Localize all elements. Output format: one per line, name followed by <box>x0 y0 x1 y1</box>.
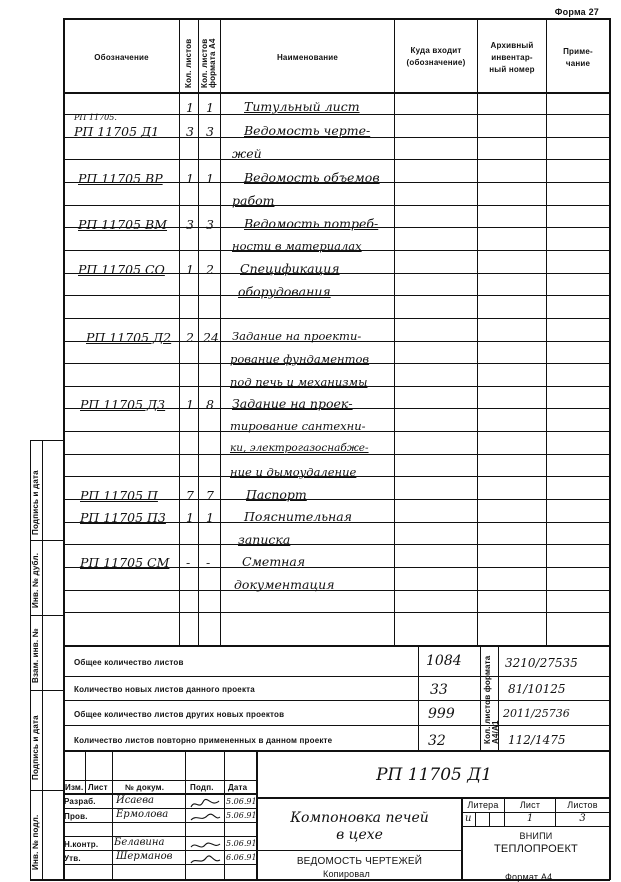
name-cell: оборудования <box>238 284 331 299</box>
header-archive-no: Архивный инвентар- ный номер <box>489 41 535 74</box>
tb-sheets: 3 <box>579 813 586 824</box>
sheets-cell: 3 <box>186 124 194 139</box>
tb-date: 5.06.91 <box>226 797 257 806</box>
name-cell: записка <box>238 532 291 547</box>
designation-cell: РП 11705 Д3 <box>80 397 166 412</box>
margin-div <box>30 690 64 691</box>
a4a1-label: Кол. листов формата А4/А1 <box>483 655 500 744</box>
a4a1-value: 2011/25736 <box>503 707 570 720</box>
total-count: 32 <box>428 733 446 749</box>
header-sheets-count: Кол. листов <box>184 38 193 88</box>
sheets-cell: 1 <box>186 397 194 412</box>
tb-date: 5.06.91 <box>226 839 257 848</box>
margin-left <box>42 440 43 880</box>
designation-cell: РП 11705 СМ <box>80 555 170 570</box>
tb-person: Ермолова <box>116 809 169 820</box>
totals-line <box>63 700 610 701</box>
tb-line <box>63 864 257 865</box>
a4-cell: 8 <box>206 397 214 412</box>
tb-vline <box>85 750 86 794</box>
name-cell: документация <box>234 577 335 592</box>
frame-top <box>63 18 610 20</box>
tb-col-izm: Изм. <box>65 783 84 792</box>
row-line <box>63 318 610 319</box>
margin-label: Инв. № дубл. <box>31 552 40 608</box>
name-cell: Спецификация <box>240 261 340 276</box>
totals-line <box>63 676 610 677</box>
a4-cell: 7 <box>206 488 214 503</box>
margin-label: Инв. № подл. <box>31 814 40 870</box>
tb-line <box>63 780 257 781</box>
designation-cell: РП 11705 П3 <box>80 510 166 525</box>
tb-signature <box>189 811 222 829</box>
tb-vline <box>489 812 490 826</box>
tb-person: Белавина <box>114 837 165 848</box>
signature-mark <box>189 854 222 866</box>
tb-title-line2: в цехе <box>336 827 383 843</box>
name-cell: Ведомость черте- <box>244 123 371 138</box>
a4a1-value: 3210/27535 <box>505 656 578 670</box>
designation-cell: РП 11705 Д1 <box>74 124 160 139</box>
row-line <box>63 205 610 206</box>
signature-mark <box>189 812 222 824</box>
sheets-cell: 1 <box>186 100 194 115</box>
name-cell: ности в материалах <box>232 239 362 253</box>
margin-div <box>30 615 64 616</box>
row-line <box>63 159 610 160</box>
signature-mark <box>189 798 222 810</box>
total-label: Общее количество листов <box>74 658 184 667</box>
sheets-cell: 2 <box>186 330 194 345</box>
name-cell: Ведомость потреб- <box>244 216 379 231</box>
totals-divider <box>480 645 481 750</box>
name-cell: ки, электрогазоснабже- <box>230 442 369 454</box>
tb-person: Шерманов <box>116 851 173 862</box>
header-designation: Обозначение <box>94 53 149 62</box>
total-label: Количество листов повторно примененных в данном проекте <box>74 736 333 745</box>
header-note: Приме- чание <box>563 47 593 68</box>
tb-vline <box>224 750 225 880</box>
margin-label: Подпись и дата <box>31 470 40 535</box>
signature-mark <box>189 840 222 852</box>
tb-role: Пров. <box>64 812 88 821</box>
tb-col-list: Лист <box>88 783 108 792</box>
totals-divider <box>418 645 419 750</box>
sheets-cell: 1 <box>186 510 194 525</box>
a4-cell: 1 <box>206 171 214 186</box>
tb-stage-label: Литера <box>467 800 499 810</box>
name-cell: рование фундаментов <box>230 352 370 366</box>
name-cell: Сметная <box>242 554 306 569</box>
col-line <box>179 18 180 645</box>
name-cell: Задание на проекти- <box>232 329 362 343</box>
tb-role: Н.контр. <box>64 840 99 849</box>
tb-vline <box>475 812 476 826</box>
margin-div <box>30 540 64 541</box>
designation-cell: РП 11705 СО <box>78 262 165 277</box>
margin-top <box>30 440 64 441</box>
row-line <box>63 114 610 115</box>
designation-small: РП 11705. <box>74 113 117 122</box>
a4-cell: 3 <box>206 217 214 232</box>
name-cell: Паспорт <box>246 487 307 502</box>
name-cell: Задание на проек- <box>232 396 353 411</box>
sheets-cell: 1 <box>186 171 194 186</box>
a4-cell: 2 <box>206 262 214 277</box>
a4-cell: 3 <box>206 124 214 139</box>
name-cell: Пояснительная <box>244 509 352 524</box>
tb-line <box>461 826 610 827</box>
designation-cell: РП 11705 П <box>80 488 158 503</box>
tb-sheet: 1 <box>526 813 534 824</box>
tb-vline <box>185 750 186 880</box>
tb-person: Исаева <box>116 795 154 806</box>
sheets-cell: 7 <box>186 488 194 503</box>
a4-cell: 1 <box>206 510 214 525</box>
tb-role: Утв. <box>64 854 81 863</box>
designation-cell: РП 11705 ВР <box>78 171 163 186</box>
sheets-cell: 1 <box>186 262 194 277</box>
tb-date: 6.06.91 <box>226 853 257 862</box>
tb-sheets-label: Листов <box>567 800 598 810</box>
margin-label: Взам. инв. № <box>31 628 40 683</box>
total-count: 1084 <box>426 653 462 669</box>
tb-date: 5.06.91 <box>226 811 257 820</box>
tb-stage: и <box>465 813 472 824</box>
designation-cell: РП 11705 Д2 <box>86 330 172 345</box>
header-name: Наименование <box>276 53 339 62</box>
sheets-cell: - <box>186 555 191 570</box>
tb-col-doc: № докум. <box>125 783 165 792</box>
tb-org2: ТЕПЛОПРОЕКТ <box>494 843 578 855</box>
col-line <box>394 18 395 645</box>
name-cell: под печь и механизмы <box>230 375 368 389</box>
header-bottom <box>63 92 610 94</box>
name-cell: жей <box>232 146 262 161</box>
name-cell: Титульный лист <box>244 99 360 114</box>
name-cell: Ведомость объемов <box>244 170 380 185</box>
total-label: Общее количество листов других новых проектов <box>74 710 285 719</box>
tb-title-line1: Компоновка печей <box>290 810 429 826</box>
row-line <box>63 544 610 545</box>
header-where-used: Куда входит (обозначение) <box>406 46 466 67</box>
row-line <box>63 295 610 296</box>
a4a1-value: 81/10125 <box>508 682 566 696</box>
col-line <box>220 18 221 645</box>
name-cell: ние и дымоудаление <box>230 465 357 479</box>
designation-cell: РП 11705 ВМ <box>78 217 168 232</box>
tb-line <box>63 793 257 795</box>
row-line <box>63 645 610 647</box>
footer-copied: Копировал <box>323 869 370 879</box>
tb-doc-name: ВЕДОМОСТЬ ЧЕРТЕЖЕЙ <box>296 856 423 867</box>
header-sheets-a4: Кол. листов формата А4 <box>200 38 217 88</box>
tb-signature <box>189 853 222 871</box>
tb-role: Разраб. <box>64 797 96 806</box>
total-count: 33 <box>430 682 448 698</box>
col-line <box>198 18 199 645</box>
tb-org1: ВНИПИ <box>519 831 553 841</box>
total-count: 999 <box>428 706 455 722</box>
a4-cell: 24 <box>203 330 219 345</box>
tb-line <box>257 797 610 799</box>
tb-vline <box>112 750 113 880</box>
a4-cell: - <box>206 555 211 570</box>
col-line <box>477 18 478 645</box>
tb-line <box>257 850 461 851</box>
name-cell: работ <box>232 193 275 208</box>
tb-col-date: Дата <box>228 783 248 792</box>
a4a1-value: 112/1475 <box>508 733 566 747</box>
tb-sheet-label: Лист <box>519 800 541 810</box>
totals-line <box>63 725 610 726</box>
name-cell: тирование сантехни- <box>230 419 366 433</box>
form-number: Форма 27 <box>554 7 599 17</box>
footer-format: Формат А4 <box>505 872 553 882</box>
total-label: Количество новых листов данного проекта <box>74 685 255 694</box>
row-line <box>63 612 610 613</box>
tb-line <box>63 822 257 823</box>
tb-code: РП 11705 Д1 <box>376 765 492 785</box>
margin-div <box>30 790 64 791</box>
margin-label: Подпись и дата <box>31 715 40 780</box>
tb-col-sign: Подп. <box>190 783 214 792</box>
col-line <box>546 18 547 645</box>
row-line <box>63 454 610 455</box>
totals-line <box>63 750 610 752</box>
row-line <box>63 590 610 591</box>
sheets-cell: 3 <box>186 217 194 232</box>
a4-cell: 1 <box>206 100 214 115</box>
